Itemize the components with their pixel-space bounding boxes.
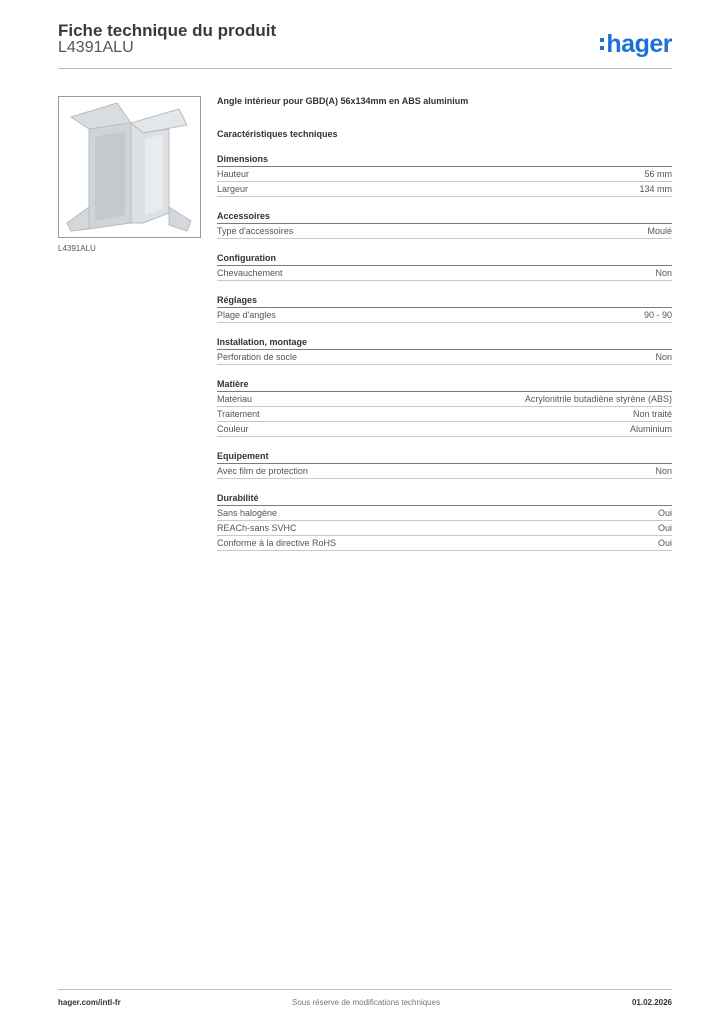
spec-row	[217, 224, 672, 239]
spec-value: Non	[655, 466, 672, 476]
spec-label: Matériau	[217, 394, 253, 404]
header-divider	[58, 68, 672, 69]
spec-label: Type d'accessoires	[217, 226, 294, 236]
spec-value: Non	[655, 352, 672, 362]
spec-value: Acrylonitrile butadiène styrène (ABS)	[524, 394, 672, 404]
spec-label: Largeur	[217, 184, 249, 194]
spec-value: Non traité	[632, 409, 672, 419]
section-title: Configuration	[217, 253, 672, 266]
spec-label: Traitement	[217, 409, 260, 419]
page-title: Fiche technique du produit	[58, 21, 277, 40]
product-angle-icon	[59, 97, 200, 237]
spec-section	[217, 211, 672, 239]
product-description: Angle intérieur pour GBD(A) 56x134mm en ABS aluminium	[217, 96, 469, 106]
spec-section	[217, 337, 672, 365]
spec-value: Oui	[657, 538, 672, 548]
footer-date: 01.02.2026	[631, 998, 672, 1007]
spec-value: 90 - 90	[643, 310, 672, 320]
section-title: Dimensions	[217, 154, 672, 167]
spec-label: Hauteur	[217, 169, 250, 179]
section-title: Matière	[217, 379, 672, 392]
logo-text: hager	[606, 29, 672, 58]
hager-logo[interactable]	[600, 29, 672, 59]
characteristics-heading: Caractéristiques techniques	[217, 129, 338, 139]
spec-value: 56 mm	[644, 169, 672, 179]
spec-row	[217, 350, 672, 365]
spec-row	[217, 266, 672, 281]
footer-website-link[interactable]: hager.com/intl-fr	[58, 998, 121, 1007]
spec-content	[217, 96, 672, 551]
section-title: Equipement	[217, 451, 672, 464]
spec-value: Aluminium	[629, 424, 672, 434]
footer-notice: Sous réserve de modifications techniques	[292, 998, 441, 1007]
spec-row	[217, 167, 672, 182]
spec-label: Plage d'angles	[217, 310, 276, 320]
product-image	[58, 96, 201, 238]
spec-label: Avec film de protection	[217, 466, 308, 476]
spec-value: Non	[655, 268, 672, 278]
spec-label: Couleur	[217, 424, 249, 434]
spec-row	[217, 182, 672, 197]
spec-row	[217, 536, 672, 551]
image-caption: L4391ALU	[58, 244, 96, 253]
spec-value: Oui	[657, 523, 672, 533]
spec-section	[217, 379, 672, 437]
spec-row	[217, 506, 672, 521]
spec-row	[217, 464, 672, 479]
footer-divider	[58, 989, 672, 990]
spec-section	[217, 493, 672, 551]
spec-row	[217, 521, 672, 536]
spec-sections	[217, 154, 672, 551]
spec-row	[217, 392, 672, 407]
spec-label: Sans halogène	[217, 508, 278, 518]
logo-dots-icon	[600, 36, 604, 52]
section-title: Durabilité	[217, 493, 672, 506]
spec-value: Moulé	[647, 226, 672, 236]
section-title: Accessoires	[217, 211, 672, 224]
spec-label: Conforme à la directive RoHS	[217, 538, 337, 548]
spec-value: 134 mm	[639, 184, 672, 194]
spec-value: Oui	[657, 508, 672, 518]
spec-section	[217, 253, 672, 281]
spec-row	[217, 407, 672, 422]
section-title: Installation, montage	[217, 337, 672, 350]
spec-row	[217, 308, 672, 323]
spec-section	[217, 451, 672, 479]
section-title: Réglages	[217, 295, 672, 308]
spec-label: REACh-sans SVHC	[217, 523, 297, 533]
spec-section	[217, 154, 672, 197]
spec-label: Perforation de socle	[217, 352, 298, 362]
spec-row	[217, 422, 672, 437]
product-reference: L4391ALU	[58, 39, 134, 56]
spec-label: Chevauchement	[217, 268, 283, 278]
spec-section	[217, 295, 672, 323]
